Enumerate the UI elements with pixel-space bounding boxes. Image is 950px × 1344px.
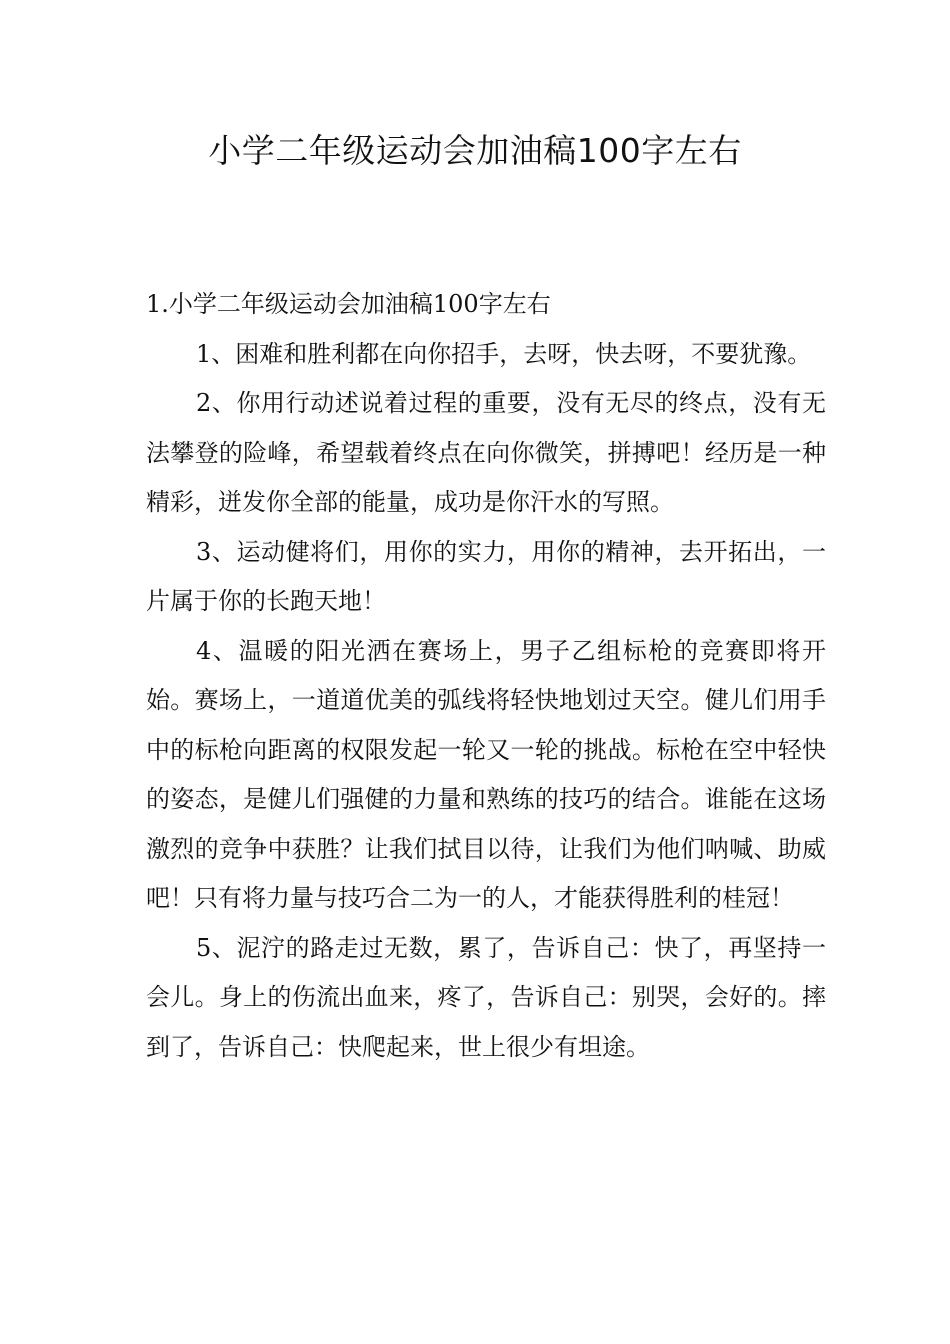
section-heading: 1.小学二年级运动会加油稿100字左右 xyxy=(146,290,551,318)
paragraph-2: 2、你用行动述说着过程的重要，没有无尽的终点，没有无法攀登的险峰，希望载着终点在向你微笑，拼搏吧！经历是一种精彩，迸发你全部的能量，成功是你汗水的写照。 xyxy=(146,389,826,516)
paragraph-1: 1、困难和胜利都在向你招手，去呀，快去呀，不要犹豫。 xyxy=(196,339,812,368)
paragraph-5: 5、泥泞的路走过无数，累了，告诉自己：快了，再坚持一会儿。身上的伤流出血来，疼了，告诉自己：别哭，会好的。摔到了，告诉自己：快爬起来，世上很少有坦途。 xyxy=(146,933,826,1061)
paragraph-4: 4、温暖的阳光洒在赛场上，男子乙组标枪的竞赛即将开始。赛场上，一道道优美的弧线将轻快地划过天空。健儿们用手中的标枪向距离的权限发起一轮又一轮的挑战。标枪在空中轻快的姿态，是健儿们强健的力量和熟练的技巧的结合。谁能在这场激烈的竞争中获胜？让我们拭目以待，让我们为他们呐喊、助威吧！只有将力量与技巧合二为一的人，才能获得胜利的桂冠！ xyxy=(146,636,826,912)
document-body xyxy=(146,280,826,1072)
document-title: 小学二年级运动会加油稿100字左右 xyxy=(208,131,742,170)
paragraph-3: 3、运动健将们，用你的实力，用你的精神，去开拓出，一片属于你的长跑天地！ xyxy=(146,537,826,615)
